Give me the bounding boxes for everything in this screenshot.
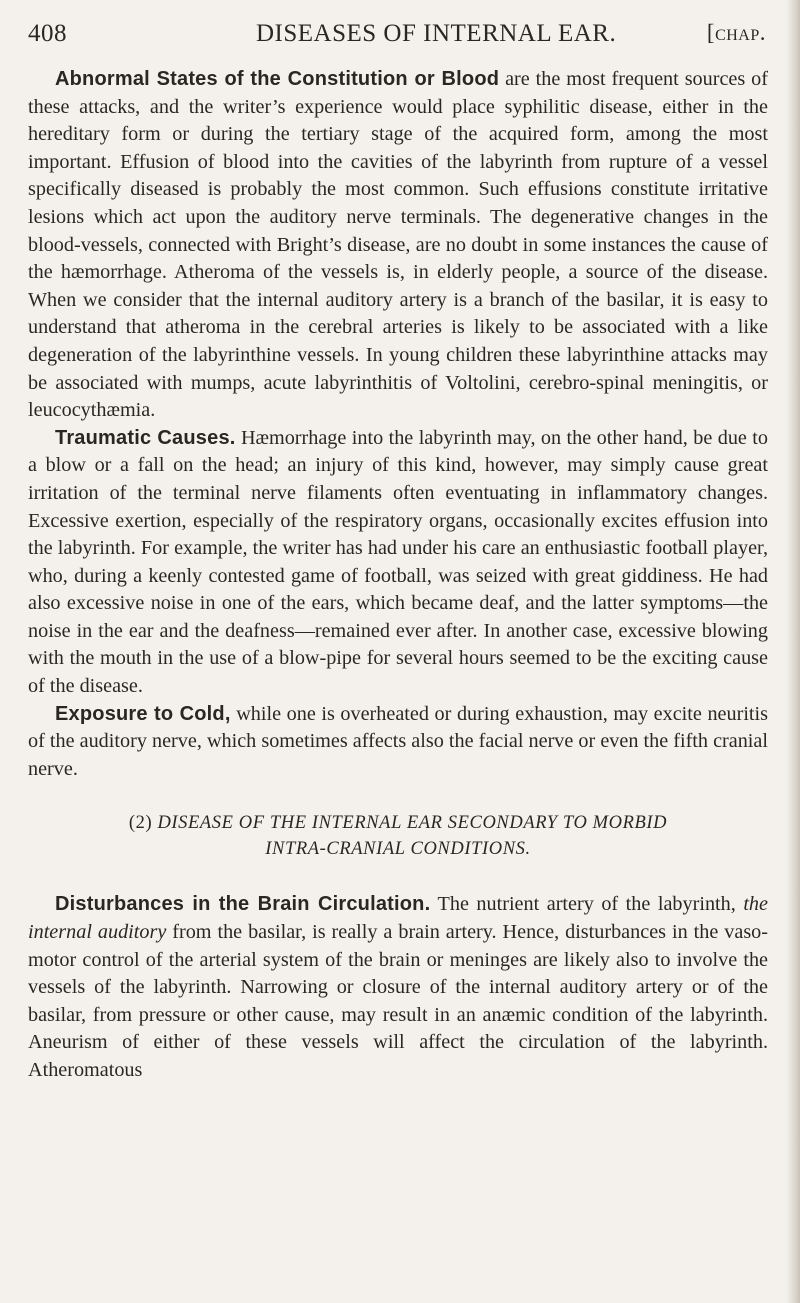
paragraph-heading: Traumatic Causes. (55, 426, 236, 449)
page-number: 408 (28, 20, 67, 47)
paragraph-traumatic (28, 425, 768, 701)
section-number: (2) (128, 813, 153, 834)
paragraph-body-end: from the basilar, is really a brain artery. Hence, disturbances in the vaso-motor control of the arterial system of the brain or meninges are likely also to involve the vessels of the labyrinth. Narrowing or closure of the internal auditory artery or of the basilar, from pressure or other cause, may result in an anæmic condition of the labyrinth. Aneurism of either of these vessels will affect the circulation of the labyrinth. Atheromatous (28, 921, 768, 1081)
paragraph-cold (28, 701, 768, 784)
section-heading (28, 812, 768, 861)
paragraph-constitution (28, 66, 768, 425)
section-title-line1: DISEASE OF THE INTERNAL EAR SECONDARY TO MORBID (157, 813, 668, 834)
paragraph-body: while one is overheated or during exhaustion, may excite neuritis of the auditory nerve, which sometimes affects also the facial nerve or even the fifth cranial nerve. (28, 702, 768, 780)
running-head (28, 14, 766, 54)
running-title: DISEASES OF INTERNAL EAR. (256, 20, 617, 47)
paragraph-heading: Disturbances in the Brain Circulation. (55, 893, 431, 916)
italic-term: the internal auditory (28, 893, 768, 944)
page-edge-shadow (786, 0, 800, 1303)
body-text (28, 66, 768, 1085)
paragraph-heading: Abnormal States of the Constitution or Blood (55, 68, 500, 90)
section-title-line2: INTRA-CRANIAL CONDITIONS. (265, 839, 531, 860)
paragraph-body: are the most frequent sources of these attacks, and the writer’s experience would place syphilitic disease, either in the hereditary form or during the tertiary stage of the acquired form, among the most important. Effusion of blood into the cavities of the labyrinth from rupture of a vessel specifically diseased is probably the most common. Such effusions constitute irritative lesions which act upon the auditory nerve terminals. The degenerative changes in the blood-vessels, connected with Bright’s disease, are no doubt in some instances the cause of the hæmorrhage. Atheroma of the vessels is, in elderly people, a source of the disease. When we consider that the internal auditory artery is a branch of the basilar, it is easy to understand that atheroma in the cerebral arteries is likely to be associated with a like degeneration of the labyrinthine vessels. In young children these labyrinthine attacks may be associated with mumps, acute labyrinthitis of Voltolini, cerebro-spinal meningitis, or leucocythæmia. (28, 68, 768, 422)
chapter-marker: [chap. (706, 20, 766, 45)
paragraph-body: Hæmorrhage into the labyrinth may, on the other hand, be due to a blow or a fall on the head; an injury of this kind, however, may simply cause great irritation of the terminal nerve filaments often eventuating in inflammatory changes. Excessive exertion, especially of the respiratory organs, occasionally excites effusion into the labyrinth. For example, the writer has had under his care an enthusiastic football player, who, during a keenly contested game of football, was seized with great giddiness. He had also excessive noise in one of the ears, which became deaf, and the latter symptoms—the noise in the ear and the deafness—remained ever after. In another case, excessive blowing with the mouth in the use of a blow-pipe for several hours seemed to be the exciting cause of the disease. (28, 426, 768, 698)
paragraph-body-start: The nutrient artery of the labyrinth, (430, 893, 744, 916)
paragraph-brain-circulation (28, 891, 768, 1084)
paragraph-heading: Exposure to Cold, (55, 702, 231, 725)
